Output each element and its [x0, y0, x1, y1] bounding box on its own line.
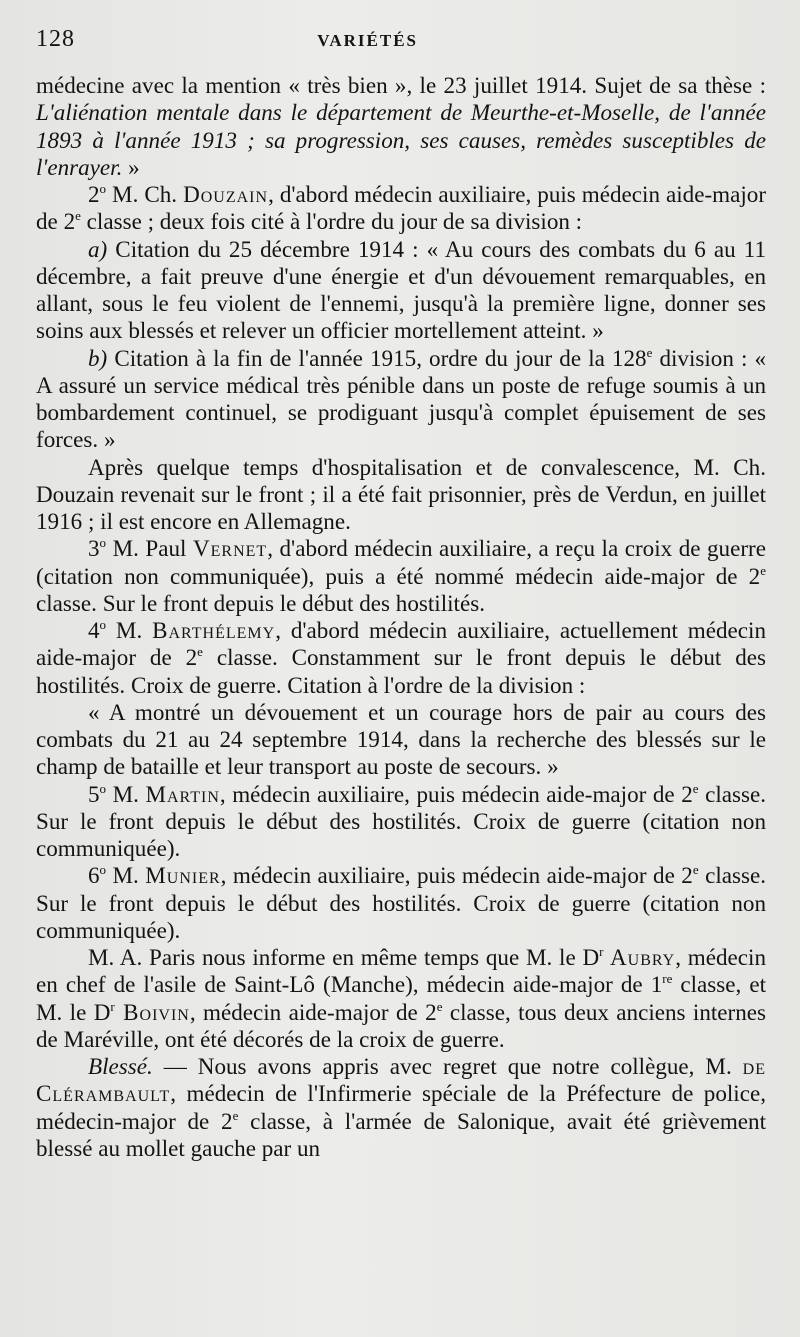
paragraph-text: , médecin aide-major de 2: [189, 998, 437, 1025]
person-name: Munier: [145, 862, 221, 889]
paragraph-text: classe ; deux fois cité à l'ordre du jour de sa division :: [80, 208, 583, 235]
citation-label: a): [88, 235, 108, 262]
paragraph-text: division : « A assuré un service médical très pénible dans un poste de refuge soumis à un bombardement continuel, se prodiguant jusqu'à complet épuisement de ses forces. »: [36, 344, 766, 453]
body-text: [36, 72, 766, 1162]
person-name: Aubry: [603, 944, 676, 970]
paragraph-text: »: [122, 153, 140, 180]
page-number: 128: [36, 26, 75, 52]
page-header: [36, 26, 766, 72]
paragraph-text: , d'abord médecin auxiliaire, puis médecin aide-major de 2: [36, 181, 767, 235]
paragraph-hospitalisation: Après quelque temps d'hospitalisation et de convalescence, M. Ch. Douzain revenait sur le front ; il a été fait prisonnier, près de Verdun, en juillet 1916 ; il est encore en Allemagne.: [36, 453, 766, 534]
section-label: Blessé.: [88, 1053, 153, 1079]
paragraph-text: Citation à la fin de l'année 1915, ordre du jour de la 128: [107, 344, 647, 371]
ordinal-mark: e: [692, 862, 699, 878]
ordinal-mark: e: [436, 998, 443, 1014]
paragraph-text: classe. Sur le front depuis le début des hostilités. Croix de guerre (citation non communiquée).: [36, 780, 766, 861]
paragraph-munier: [36, 862, 766, 944]
ordinal-mark: e: [75, 208, 81, 224]
paragraph-text: classe. Sur le front depuis le début des hostilités.: [36, 589, 485, 616]
list-number: 2: [88, 181, 100, 207]
person-name: Boivin: [114, 998, 190, 1025]
paragraph-text: , médecin en chef de l'asile de Saint-Lô (Manche), médecin aide-major de 1: [36, 944, 766, 998]
paragraph-text: M. Ch.: [106, 181, 184, 207]
paragraph-martin: [36, 781, 766, 863]
paragraph-blesse: [36, 1053, 766, 1162]
paragraph-text: M.: [106, 780, 146, 807]
paragraph-text: M. Paul: [106, 535, 193, 562]
thesis-title: L'aliénation mentale dans le département de Meurthe-et-Moselle, de l'année 1893 à l'année 1913 ; sa progression, ses causes, remèdes susceptibles de l'enrayer.: [36, 99, 766, 180]
paragraph-text: classe. Constamment sur le front depuis le début des hostilités. Croix de guerre. Citation à l'ordre de la division :: [36, 644, 766, 698]
ordinal-mark: o: [99, 535, 107, 551]
person-name: Vernet: [192, 535, 268, 562]
paragraph-text: M.: [106, 862, 146, 889]
paragraph-text: , d'abord médecin auxiliaire, a reçu la croix de guerre (citation non communiquée), puis a été nommé médecin aide-major de 2: [36, 535, 766, 589]
ordinal-mark: e: [692, 780, 699, 796]
citation-label: b): [88, 344, 108, 371]
list-number: 5: [88, 780, 100, 807]
ordinal-mark: r: [110, 998, 115, 1014]
paragraph-text: classe, tous deux anciens internes de Maréville, ont été décorés de la croix de guerre.: [36, 998, 767, 1052]
ordinal-mark: e: [232, 1107, 239, 1123]
person-name: Martin: [145, 780, 220, 807]
list-number: 3: [88, 535, 100, 562]
ordinal-mark: o: [99, 862, 107, 878]
paragraph-text: médecine avec la mention « très bien », le 23 juillet 1914. Sujet de sa thèse :: [36, 72, 766, 98]
paragraph-text: — Nous avons appris avec regret que notre collègue, M.: [152, 1053, 743, 1079]
paragraph-text: , médecin de l'Infirmerie spéciale de la Préfecture de police, médecin-major de 2: [36, 1080, 766, 1134]
paragraph-paris: [36, 944, 766, 1053]
paragraph-text: M. A. Paris nous informe en même temps que M. le D: [88, 944, 600, 970]
paragraph-citation-b: [36, 345, 766, 454]
paragraph-text: classe, à l'armée de Salonique, avait été grièvement blessé au mollet gauche par un: [36, 1107, 766, 1161]
paragraph-text: , médecin auxiliaire, puis médecin aide-major de 2: [219, 780, 693, 807]
ordinal-mark: r: [599, 944, 604, 959]
paragraph-text: M.: [106, 617, 153, 643]
running-title: VARIÉTÉS: [317, 31, 418, 50]
person-name: Douzain: [183, 181, 269, 207]
person-name: Barthélemy: [152, 617, 276, 643]
paragraph-thesis: [36, 72, 766, 181]
list-number: 6: [88, 862, 100, 889]
paragraph-text: Citation du 25 décembre 1914 : « Au cours des combats du 6 au 11 décembre, a fait preuve d'une énergie et d'un dévouement remarquables, en allant, sous le feu violent de l'ennemi, jusqu'à la première ligne, donner ses soins aux blessés et relever un officier mortellement atteint. »: [36, 235, 766, 344]
person-name: de Clérambault: [36, 1053, 766, 1107]
paragraph-text: , d'abord médecin auxiliaire, actuellement médecin aide-major de 2: [36, 617, 766, 671]
paragraph-text: classe, et M. le D: [36, 971, 766, 1025]
ordinal-mark: re: [662, 971, 673, 987]
list-number: 4: [88, 617, 100, 643]
paragraph-citation-barthelemy: « A montré un dévouement et un courage hors de pair au cours des combats du 21 au 24 septembre 1914, dans la recherche des blessés sur le champ de bataille et leur transport au poste de secours. »: [36, 698, 766, 780]
paragraph-douzain: [36, 181, 766, 236]
ordinal-mark: o: [99, 617, 107, 632]
paragraph-text: , médecin auxiliaire, puis médecin aide-major de 2: [220, 862, 693, 889]
paragraph-vernet: [36, 535, 766, 617]
ordinal-mark: e: [197, 644, 203, 660]
ordinal-mark: e: [760, 562, 766, 578]
paragraph-text: classe. Sur le front depuis le début des hostilités. Croix de guerre (citation non communiquée).: [36, 862, 766, 943]
ordinal-mark: o: [99, 181, 107, 196]
paragraph-citation-a: [36, 236, 766, 345]
paragraph-barthelemy: [36, 617, 766, 699]
ordinal-mark: e: [646, 344, 653, 360]
ordinal-mark: o: [99, 780, 107, 796]
